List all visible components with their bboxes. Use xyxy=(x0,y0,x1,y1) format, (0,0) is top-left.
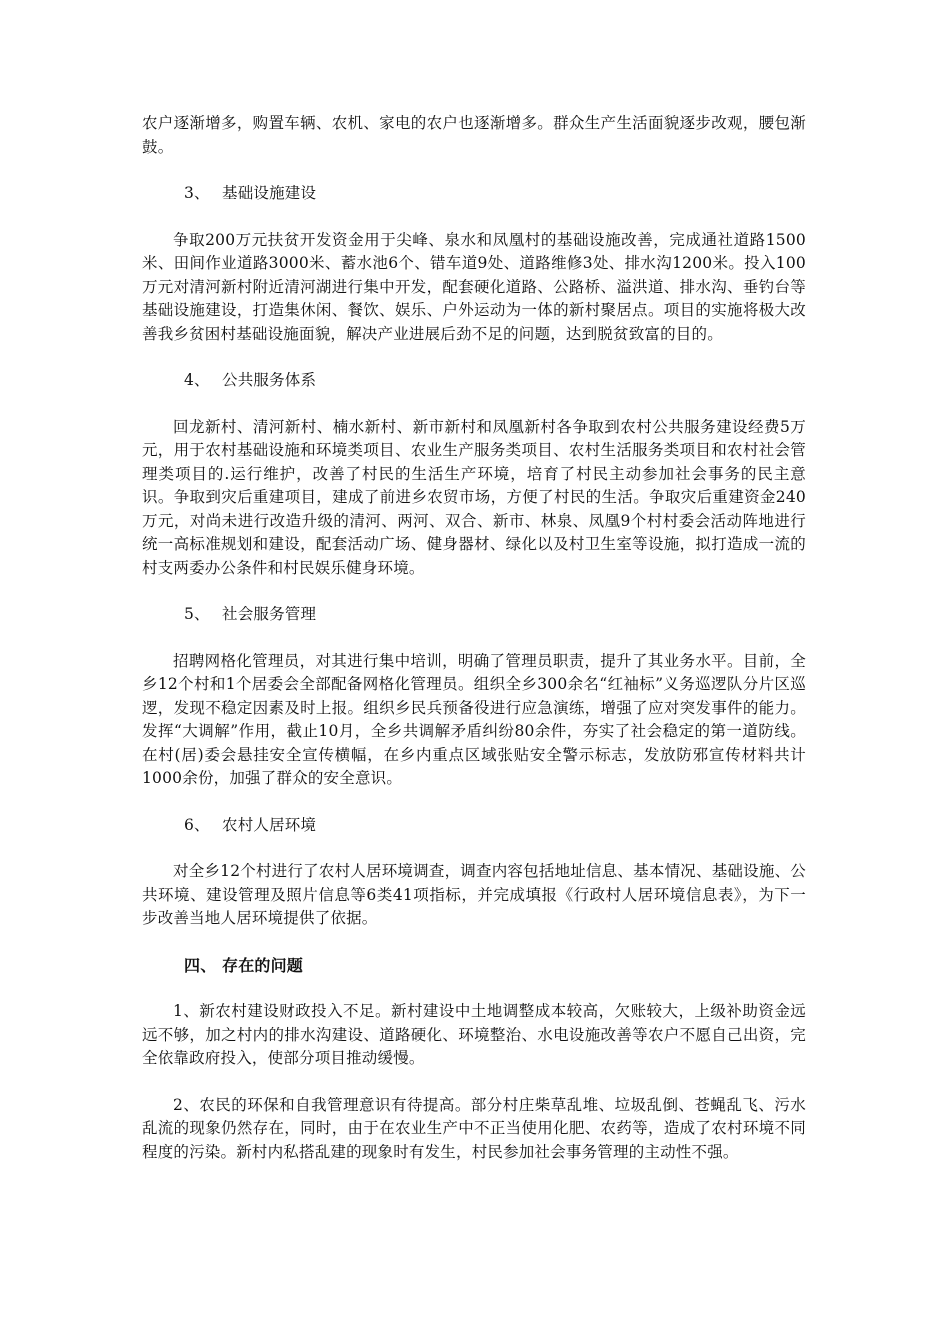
section-body-4: 回龙新村、清河新村、楠水新村、新市新村和凤凰新村各争取到农村公共服务建设经费5万元，用于农村基础设施和环境类项目、农业生产服务类项目、农村生活服务类项目和农村社会管理类项目的.运行维护，改善了村民的生活生产环境，培育了村民主动参加社会事务的民主意识。争取到灾后重建项目，建成了前进乡农贸市场，方便了村民的生活。争取灾后重建资金240万元，对尚未进行改造升级的清河、两河、双合、新市、林泉、凤凰9个村村委会活动阵地进行统一高标准规划和建设，配套活动广场、健身器材、绿化以及村卫生室等设施，拟打造成一流的村支两委办公条件和村民娱乐健身环境。 xyxy=(142,417,806,577)
section-number: 5、 xyxy=(184,605,210,623)
spacer xyxy=(142,791,806,814)
section-title: 社会服务管理 xyxy=(222,605,317,623)
spacer xyxy=(142,580,806,603)
section-number: 6、 xyxy=(184,815,210,834)
section-body-6: 对全乡12个村进行了农村人居环境调查，调查内容包括地址信息、基本情况、基础设施、公共环境、建设管理及照片信息等6类41项指标，并完成填报《行政村人居环境信息表》，为下一步改善当地人居环境提供了依据。 xyxy=(142,862,806,927)
section-number: 4、 xyxy=(184,371,210,389)
document-page xyxy=(142,112,806,1164)
section-number: 3、 xyxy=(184,184,210,202)
section-heading-5 xyxy=(142,603,806,627)
intro-paragraph: 农户逐渐增多，购置车辆、农机、家电的农户也逐渐增多。群众生产生活面貌逐步改观，腰包渐鼓。 xyxy=(142,114,806,156)
spacer xyxy=(142,837,806,860)
spacer xyxy=(142,977,806,1000)
problem-item-1: 1、新农村建设财政投入不足。新村建设中土地调整成本较高，欠账较大，上级补助资金远远不够，加之村内的排水沟建设、道路硬化、环境整治、水电设施改善等农户不愿自己出资，完全依靠政府投入，使部分项目推动缓慢。 xyxy=(142,1002,806,1067)
section-title: 基础设施建设 xyxy=(222,184,317,202)
spacer xyxy=(142,627,806,650)
section-heading-6 xyxy=(142,814,806,838)
part-title: 存在的问题 xyxy=(222,955,304,975)
section-title: 农村人居环境 xyxy=(222,815,317,834)
problem-item-2: 2、农民的环保和自我管理意识有待提高。部分村庄柴草乱堆、垃圾乱倒、苍蝇乱飞、污水乱流的现象仍然存在，同时，由于在农业生产中不正当使用化肥、农药等，造成了农村环境不同程度的污染。新村内私搭乱建的现象时有发生，村民参加社会事务管理的主动性不强。 xyxy=(142,1095,806,1161)
spacer xyxy=(142,346,806,369)
spacer xyxy=(142,931,806,954)
section-body-5: 招聘网格化管理员，对其进行集中培训，明确了管理员职责，提升了其业务水平。目前，全乡12个村和1个居委会全部配备网格化管理员。组织全乡300余名“红袖标”义务巡逻队分片区巡逻，发现不稳定因素及时上报。组织乡民兵预备役进行应急演练，增强了应对突发事件的能力。发挥“大调解”作用，截止10月，全乡共调解矛盾纠纷80余件，夯实了社会稳定的第一道防线。在村(居)委会悬挂安全宣传横幅，在乡内重点区域张贴安全警示标志，发放防邪宣传材料共计1000余份，加强了群众的安全意识。 xyxy=(142,651,806,787)
part-number: 四、 xyxy=(184,955,217,975)
spacer xyxy=(142,206,806,229)
section-heading-4 xyxy=(142,369,806,393)
section-body-3: 争取200万元扶贫开发资金用于尖峰、泉水和凤凰村的基础设施改善，完成通社道路1500米、田间作业道路3000米、蓄水池6个、错车道9处、道路维修3处、排水沟1200米。投入100万元对清河新村附近清河湖进行集中开发，配套硬化道路、公路桥、溢洪道、排水沟、垂钓台等基础设施建设，打造集休闲、餐饮、娱乐、户外运动为一体的新村聚居点。项目的实施将极大改善我乡贫困村基础设施面貌，解决产业进展后劲不足的问题，达到脱贫致富的目的。 xyxy=(142,230,806,343)
spacer xyxy=(142,159,806,182)
section-title: 公共服务体系 xyxy=(222,371,317,389)
part-heading-problems xyxy=(142,954,806,978)
spacer xyxy=(142,393,806,416)
section-heading-3 xyxy=(142,182,806,206)
spacer xyxy=(142,1071,806,1094)
